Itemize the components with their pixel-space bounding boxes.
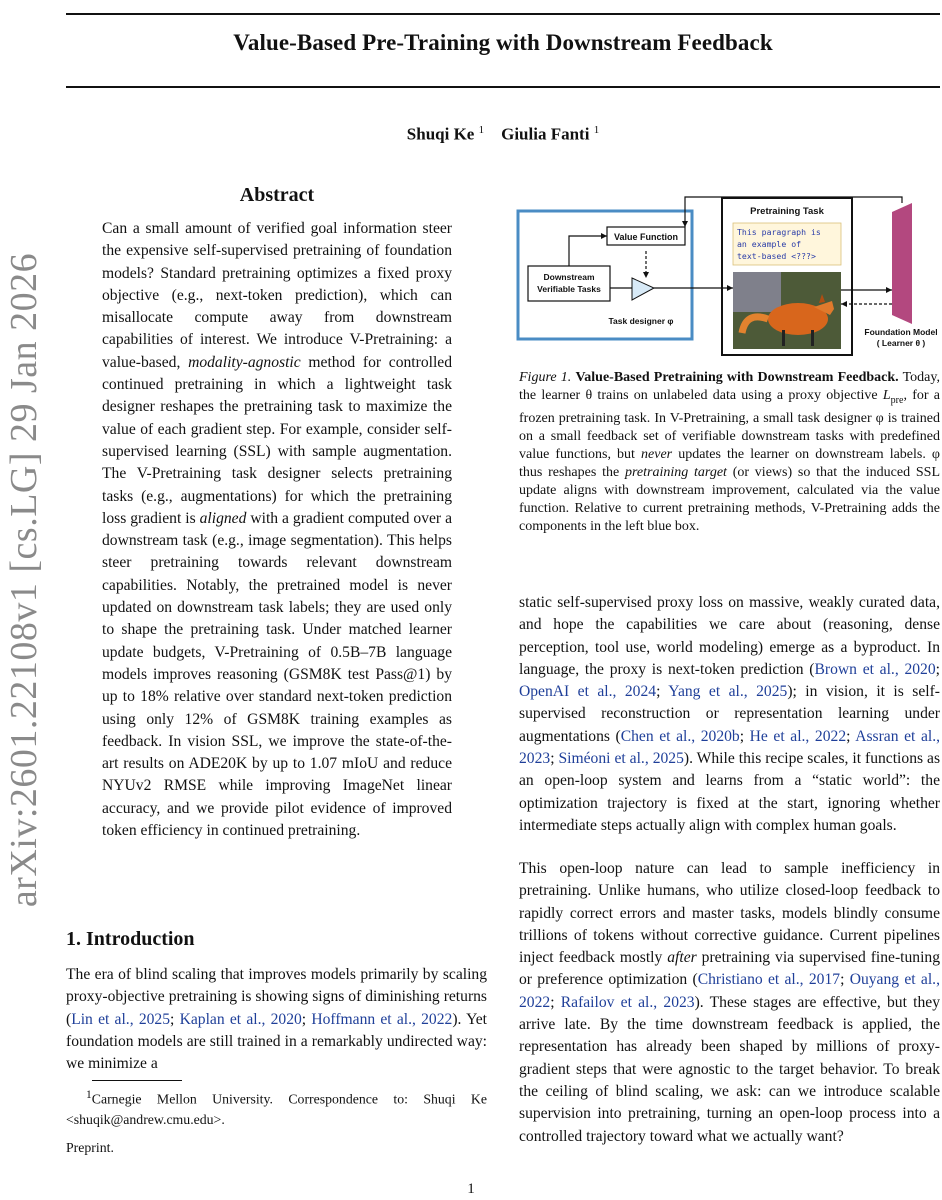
- caption-title: Value-Based Pretraining with Downstream Feedback.: [575, 370, 899, 385]
- arxiv-stamp-text: arXiv:2601.22108v1 [cs.LG] 29 Jan 2026: [3, 252, 46, 908]
- task-designer-label: Task designer φ: [608, 316, 674, 326]
- figure-1-diagram: [516, 195, 940, 358]
- abstract-body: [102, 218, 452, 842]
- downstream-label: Verifiable Tasks: [537, 284, 601, 294]
- citation-link[interactable]: Assran et al., 2023: [519, 727, 941, 768]
- caption-text: (or views) so that the induced SSL update aligns with downstream improvement, calculated via the value function. Relative to current pretraining methods, V-Pretraining adds the components in the left blue box.: [519, 464, 940, 534]
- affiliation-mark: 1: [593, 124, 600, 136]
- caption-emphasis: never: [641, 446, 673, 462]
- title-rule: [66, 86, 940, 88]
- citation-link[interactable]: Lin et al., 2025: [71, 1010, 171, 1028]
- loss-subscript: pre: [890, 394, 904, 406]
- paper-title: Value-Based Pre-Training with Downstream Feedback: [233, 30, 773, 55]
- loss-symbol: L: [882, 388, 891, 403]
- author-name: Giulia Fanti: [501, 124, 590, 144]
- citation-link[interactable]: Yang et al., 2025: [668, 683, 788, 701]
- body-emphasis: after: [667, 949, 697, 967]
- abstract-text: method for controlled continued pretraining in which a lightweight task designer reshapes the pretraining task to maximize the value of each gradient step. For example, consider self-supervised learning (SSL) with sample augmentation. The V-Pretraining task designer selects pretraining tasks (e.g., augmentations) for which the pretraining loss gradient is: [102, 353, 452, 527]
- figure-1-caption: [519, 369, 940, 536]
- citation-link[interactable]: Siméoni et al., 2025: [558, 750, 684, 768]
- citation-link[interactable]: OpenAI et al., 2024: [519, 683, 657, 701]
- top-rule: [66, 13, 940, 15]
- body-text: The era of blind scaling that improves models primarily by scaling proxy-objective pretraining is showing signs of diminishing returns (: [66, 966, 487, 1028]
- intro-paragraph-1: The era of blind scaling that improves models primarily by scaling proxy-objective pretraining is showing signs of diminishing returns (Lin et al., 2025; Kaplan et al., 2020; Hoffmann et al., 2022). Yet foundation models are still trained in a remarkably undirected way: we minimize a: [66, 966, 488, 1073]
- body-text: static self-supervised proxy loss on massive, weakly curated data, and hope the capabilities we care about (reasoning, dense perception, tool use, world modeling) emerge as a byproduct. In language, the proxy is next-token prediction (: [519, 594, 940, 678]
- body-text: ). Yet foundation models are still trained in a remarkably undirected way: we minimize a: [66, 1010, 488, 1073]
- value-function-label: Value Function: [613, 232, 679, 242]
- caption-label: Figure 1.: [519, 370, 572, 385]
- footnote-text: Carnegie Mellon University. Correspondence to: Shuqi Ke <shuqik@andrew.cmu.edu>.: [66, 1091, 487, 1127]
- fox-image: [733, 272, 841, 349]
- body-text: This open-loop nature can lead to sample inefficiency in pretraining. Unlike humans, who utilize closed-loop feedback to rapidly correct errors and master tasks, models blindly consume trillions of tokens without corrective guidance. Current pipelines inject feedback mostly: [519, 860, 940, 967]
- abstract-emphasis: modality-agnostic: [188, 353, 301, 371]
- footnote: [66, 1085, 487, 1130]
- pretraining-task-label: Pretraining Task: [750, 206, 824, 217]
- text-sample-line: This paragraph is: [737, 227, 821, 237]
- caption-text: updates the learner on downstream labels. φ thus reshapes the: [519, 446, 941, 480]
- abstract-text: with a gradient computed over a downstream task (e.g., image segmentation). This helps steer pretraining towards relevant downstream capabilities. Notably, the pretrained model is never updated on downstream task labels; they are used only to shape the pretraining task. Under matched learner update budgets, V-Pretraining of 0.5B–7B language models improves reasoning (GSM8K test Pass@1) by up to 18% relative over standard next-token prediction using only 12% of GSM8K training examples as feedback. In vision SSL, we improve the state-of-the-art results on ADE20K by up to 1.07 mIoU and reduce NYUv2 RMSE while improving ImageNet linear accuracy, and we provide pilot evidence of improved token efficiency in continued pretraining.: [102, 509, 452, 840]
- citation-link[interactable]: Chen et al., 2020b: [620, 727, 740, 745]
- author-list: [66, 124, 940, 145]
- foundation-model-shape: [892, 203, 912, 324]
- text-sample-line: an example of: [737, 239, 802, 249]
- foundation-model-label: ( Learner θ ): [876, 338, 926, 348]
- abstract-emphasis: aligned: [199, 509, 247, 527]
- body-text: ). While this recipe scales, it functions as an open-loop system and learns from a “static world”: the optimization trajectory is fixed at the start, ignoring whether intermediate steps actually align with complex human goals.: [519, 750, 941, 834]
- section-heading-introduction: 1. Introduction: [66, 928, 195, 950]
- citation-link[interactable]: Brown et al., 2020: [814, 660, 936, 678]
- intro-paragraph-2: This open-loop nature can lead to sample inefficiency in pretraining. Unlike humans, who utilize closed-loop feedback to rapidly correct errors and master tasks, models blindly consume trillions of tokens without corrective guidance. Current pipelines inject feedback mostly after pretraining via supervised fine-tuning or preference optimization (Christiano et al., 2017; Ouyang et al., 2022; Rafailov et al., 2023). These stages are effective, but they arrive late. By the time downstream feedback is applied, the representation has already been shaped by millions of proxy-gradient steps that were agnostic to the target behavior. To break the ceiling of blind scaling, we ask: can we introduce scalable supervision into pretraining, turning an open-loop process into a controlled trajectory toward what we actually want?: [519, 860, 941, 1145]
- abstract-heading: Abstract: [239, 184, 315, 206]
- footnote-mark: 1: [86, 1089, 92, 1101]
- caption-emphasis: pretraining target: [624, 464, 727, 480]
- citation-link[interactable]: Hoffmann et al., 2022: [311, 1010, 453, 1028]
- citation-link[interactable]: He et al., 2022: [749, 727, 847, 745]
- foundation-model-label: Foundation Model: [864, 327, 938, 337]
- preprint-label: Preprint.: [66, 1140, 114, 1155]
- abstract-text: Can a small amount of verified goal information steer the expensive self-supervised pretraining of foundation models? Standard pretraining optimizes a fixed proxy objective (e.g., next-token prediction), which can misallocate compute away from downstream capabilities of interest. We introduce V-Pretraining: a value-based,: [102, 220, 452, 371]
- footnote-rule: [92, 1080, 182, 1081]
- task-designer-shape: [632, 278, 654, 300]
- citation-link[interactable]: Kaplan et al., 2020: [179, 1010, 302, 1028]
- downstream-label: Downstream: [543, 272, 595, 282]
- page-number: 1: [467, 1181, 475, 1197]
- affiliation-mark: 1: [478, 124, 485, 136]
- arxiv-stamp: [3, 252, 46, 908]
- body-text: pretraining via supervised fine-tuning or preference optimization (: [519, 949, 940, 989]
- author-name: Shuqi Ke: [406, 124, 475, 144]
- citation-link[interactable]: Christiano et al., 2017: [697, 971, 841, 989]
- citation-link[interactable]: Ouyang et al., 2022: [519, 971, 940, 1011]
- body-text: ). These stages are effective, but they arrive late. By the time downstream feedback is applied, the representation has already been shaped by millions of proxy-gradient steps that were agnostic to the target behavior. To break the ceiling of blind scaling, we ask: can we introduce scalable supervision into pretraining, turning an open-loop process into a controlled trajectory toward what we actually want?: [519, 993, 941, 1145]
- intro-paragraph-1-continued: static self-supervised proxy loss on massive, weakly curated data, and hope the capabilities we care about (reasoning, dense perception, tool use, world modeling) emerge as a byproduct. In language, the proxy is next-token prediction (Brown et al., 2020; OpenAI et al., 2024; Yang et al., 2025); in vision, it is self-supervised reconstruction or representation learning under augmentations (Chen et al., 2020b; He et al., 2022; Assran et al., 2023; Siméoni et al., 2025). While this recipe scales, it functions as an open-loop system and learns from a “static world”: the optimization trajectory is fixed at the start, ignoring whether intermediate steps actually align with complex human goals.: [519, 594, 941, 834]
- caption-text: , for a frozen pretraining task. In V-Pretraining, a small task designer φ is trained on a small feedback set of verifiable downstream tasks with predefined value functions, but: [519, 388, 941, 462]
- text-sample-line: text-based <???>: [737, 251, 816, 261]
- body-text: ); in vision, it is self-supervised reconstruction or representation learning under augmentations (: [519, 683, 940, 745]
- citation-link[interactable]: Rafailov et al., 2023: [560, 993, 695, 1011]
- caption-text: Today, the learner θ trains on unlabeled data using a proxy objective: [519, 370, 940, 403]
